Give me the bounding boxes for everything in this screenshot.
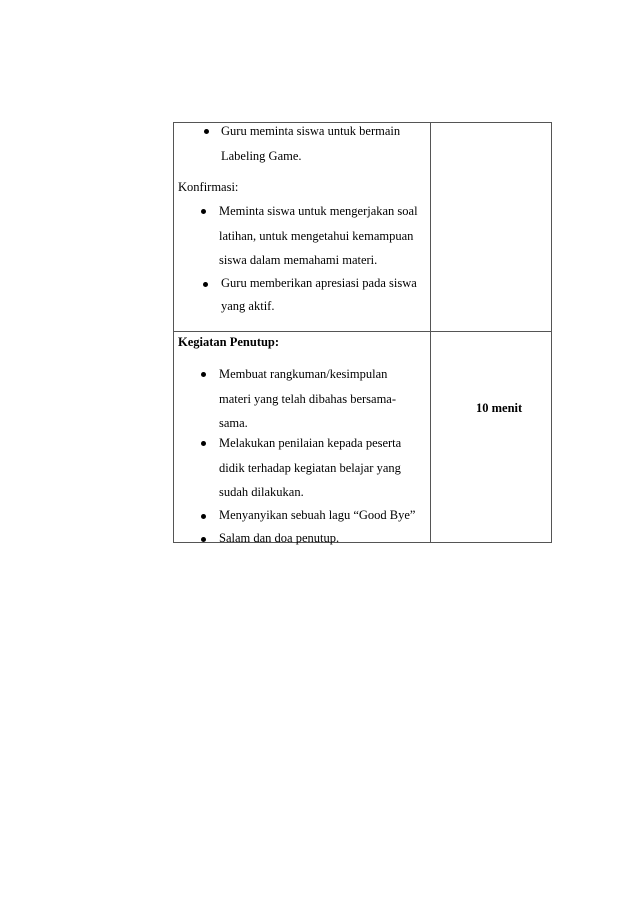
bullet-icon [201, 441, 206, 446]
konfirmasi-label: Konfirmasi: [178, 180, 239, 194]
activity-table [173, 122, 552, 543]
row-divider [174, 331, 551, 332]
list-item-line: didik terhadap kegiatan belajar yang [219, 461, 401, 475]
list-item-line: Labeling Game. [221, 149, 302, 163]
list-item-line: Meminta siswa untuk mengerjakan soal [219, 204, 418, 218]
list-item-line: Salam dan doa penutup. [219, 531, 340, 545]
column-divider [430, 123, 431, 542]
bullet-icon [203, 282, 208, 287]
time-duration: 10 menit [476, 401, 523, 415]
list-item-line: Membuat rangkuman/kesimpulan [219, 367, 388, 381]
list-item-line: Menyanyikan sebuah lagu “Good Bye” [219, 508, 416, 522]
list-item-line: sudah dilakukan. [219, 485, 304, 499]
bullet-icon [204, 129, 209, 134]
bullet-icon [201, 372, 206, 377]
list-item-line: sama. [219, 416, 248, 430]
list-item-line: Guru memberikan apresiasi pada siswa [221, 276, 417, 290]
list-item-line: Guru meminta siswa untuk bermain [221, 124, 401, 138]
list-item-line: siswa dalam memahami materi. [219, 253, 378, 267]
bullet-icon [201, 537, 206, 542]
list-item-line: yang aktif. [221, 299, 275, 313]
bullet-icon [201, 209, 206, 214]
bullet-icon [201, 514, 206, 519]
list-item-line: materi yang telah dibahas bersama- [219, 392, 397, 406]
section-heading: Kegiatan Penutup: [178, 335, 280, 349]
list-item-line: Melakukan penilaian kepada peserta [219, 436, 402, 450]
list-item-line: latihan, untuk mengetahui kemampuan [219, 229, 414, 243]
